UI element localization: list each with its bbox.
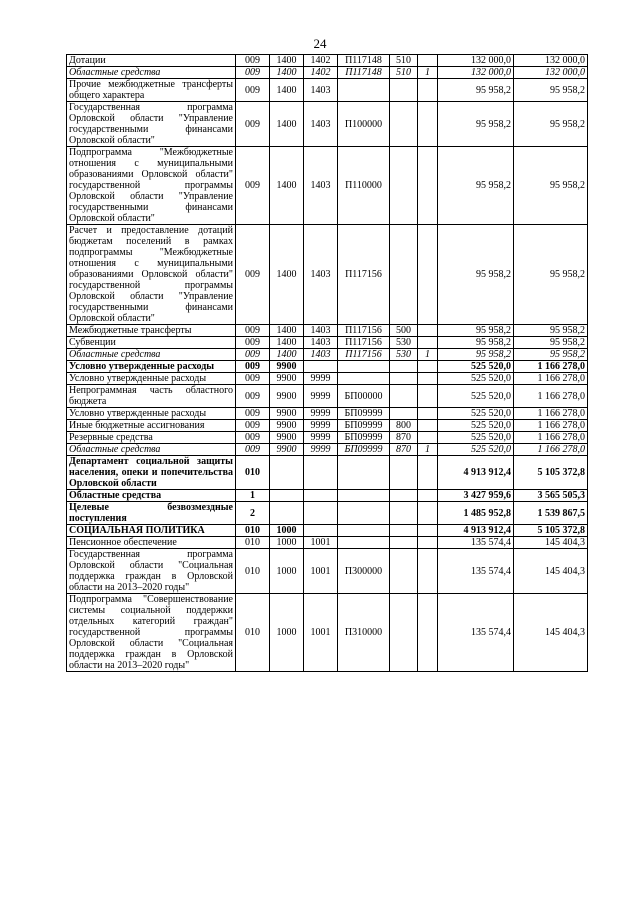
row-name: Пенсионное обеспечение [67, 537, 236, 549]
section-code: 9900 [270, 361, 304, 373]
funding-source: 1 [418, 67, 438, 79]
table-row [67, 456, 588, 490]
section-code [270, 456, 304, 490]
row-name: Непрограммная часть областного бюджета [67, 385, 236, 408]
row-name: Областные средства [67, 444, 236, 456]
amount-year-2: 145 404,3 [514, 537, 588, 549]
funding-source [418, 325, 438, 337]
table-row [67, 102, 588, 147]
row-name: Условно утвержденные расходы [67, 408, 236, 420]
table-row [67, 420, 588, 432]
target-article: П117156 [338, 325, 390, 337]
expense-type: 870 [390, 444, 418, 456]
subsection-code: 1402 [304, 67, 338, 79]
table-row [67, 325, 588, 337]
amount-year-2: 145 404,3 [514, 549, 588, 594]
expense-type [390, 537, 418, 549]
expense-type [390, 525, 418, 537]
target-article: БП00000 [338, 385, 390, 408]
row-name: Областные средства [67, 349, 236, 361]
expense-type: 800 [390, 420, 418, 432]
funding-source [418, 225, 438, 325]
amount-year-1: 525 520,0 [438, 432, 514, 444]
section-code: 1000 [270, 525, 304, 537]
funding-source [418, 549, 438, 594]
row-name: Межбюджетные трансферты [67, 325, 236, 337]
subsection-code: 9999 [304, 385, 338, 408]
expense-type [390, 147, 418, 225]
subsection-code [304, 525, 338, 537]
ved-code: 010 [236, 594, 270, 672]
target-article [338, 456, 390, 490]
ved-code: 009 [236, 373, 270, 385]
section-code: 9900 [270, 432, 304, 444]
amount-year-1: 95 958,2 [438, 102, 514, 147]
ved-code: 010 [236, 525, 270, 537]
amount-year-2: 1 539 867,5 [514, 502, 588, 525]
amount-year-1: 95 958,2 [438, 349, 514, 361]
expense-type [390, 502, 418, 525]
amount-year-1: 95 958,2 [438, 147, 514, 225]
row-name: Областные средства [67, 67, 236, 79]
table-row [67, 67, 588, 79]
subsection-code: 9999 [304, 420, 338, 432]
funding-source [418, 420, 438, 432]
target-article: П117148 [338, 55, 390, 67]
amount-year-2: 95 958,2 [514, 225, 588, 325]
target-article: П110000 [338, 147, 390, 225]
expense-type [390, 490, 418, 502]
expense-type: 500 [390, 325, 418, 337]
subsection-code: 1403 [304, 337, 338, 349]
table-row [67, 432, 588, 444]
target-article: БП09999 [338, 444, 390, 456]
ved-code: 009 [236, 55, 270, 67]
expense-type [390, 594, 418, 672]
subsection-code [304, 361, 338, 373]
funding-source [418, 361, 438, 373]
expense-type [390, 102, 418, 147]
ved-code: 009 [236, 408, 270, 420]
amount-year-2: 95 958,2 [514, 337, 588, 349]
amount-year-2: 1 166 278,0 [514, 444, 588, 456]
amount-year-2: 5 105 372,8 [514, 456, 588, 490]
amount-year-1: 4 913 912,4 [438, 525, 514, 537]
row-name: Условно утвержденные расходы [67, 361, 236, 373]
table-row [67, 147, 588, 225]
subsection-code: 9999 [304, 432, 338, 444]
ved-code: 009 [236, 67, 270, 79]
ved-code: 009 [236, 349, 270, 361]
ved-code: 010 [236, 537, 270, 549]
section-code: 9900 [270, 420, 304, 432]
expense-type [390, 225, 418, 325]
subsection-code [304, 490, 338, 502]
amount-year-1: 525 520,0 [438, 420, 514, 432]
ved-code: 009 [236, 79, 270, 102]
table-row [67, 502, 588, 525]
ved-code: 009 [236, 225, 270, 325]
target-article: БП09999 [338, 408, 390, 420]
target-article [338, 361, 390, 373]
expense-type: 510 [390, 55, 418, 67]
subsection-code: 1403 [304, 325, 338, 337]
row-name: Департамент социальной защиты населения, опеки и попечительства Орловской области [67, 456, 236, 490]
expense-type [390, 79, 418, 102]
ved-code: 2 [236, 502, 270, 525]
subsection-code: 9999 [304, 373, 338, 385]
amount-year-1: 132 000,0 [438, 67, 514, 79]
amount-year-2: 95 958,2 [514, 147, 588, 225]
amount-year-2: 1 166 278,0 [514, 432, 588, 444]
table-row [67, 444, 588, 456]
row-name: Расчет и предоставление дотаций бюджетам поселений в рамках подпрограммы "Межбюджетные отношения с муниципальными образованиями Орловской области" государственной программы Орловской области "Управление государственными финансами Орловской области" [67, 225, 236, 325]
ved-code: 009 [236, 432, 270, 444]
section-code [270, 502, 304, 525]
amount-year-2: 1 166 278,0 [514, 361, 588, 373]
table-row [67, 361, 588, 373]
target-article: П117156 [338, 225, 390, 325]
row-name: Иные бюджетные ассигнования [67, 420, 236, 432]
row-name: СОЦИАЛЬНАЯ ПОЛИТИКА [67, 525, 236, 537]
amount-year-1: 4 913 912,4 [438, 456, 514, 490]
ved-code: 010 [236, 456, 270, 490]
section-code: 1400 [270, 147, 304, 225]
page-number: 24 [313, 36, 327, 51]
table-row [67, 408, 588, 420]
subsection-code: 1403 [304, 349, 338, 361]
ved-code: 010 [236, 549, 270, 594]
row-name: Подпрограмма "Совершенствование системы социальной поддержки отдельных категорий граждан" государственной программы Орловской области "Социальная поддержка граждан в Орловской области на 2013–2020 годы" [67, 594, 236, 672]
section-code: 9900 [270, 444, 304, 456]
table-row [67, 337, 588, 349]
expense-type [390, 549, 418, 594]
funding-source [418, 337, 438, 349]
row-name: Целевые безвозмездные поступления [67, 502, 236, 525]
amount-year-1: 525 520,0 [438, 385, 514, 408]
amount-year-2: 95 958,2 [514, 349, 588, 361]
subsection-code: 9999 [304, 444, 338, 456]
funding-source [418, 594, 438, 672]
ved-code: 009 [236, 361, 270, 373]
row-name: Субвенции [67, 337, 236, 349]
subsection-code: 1403 [304, 147, 338, 225]
funding-source [418, 490, 438, 502]
funding-source [418, 373, 438, 385]
amount-year-2: 3 565 505,3 [514, 490, 588, 502]
section-code: 9900 [270, 408, 304, 420]
subsection-code: 1402 [304, 55, 338, 67]
section-code: 1000 [270, 537, 304, 549]
target-article [338, 79, 390, 102]
section-code: 1400 [270, 67, 304, 79]
amount-year-1: 135 574,4 [438, 594, 514, 672]
target-article: П117148 [338, 67, 390, 79]
row-name: Государственная программа Орловской области "Управление государственными финансами Орловской области" [67, 102, 236, 147]
amount-year-1: 525 520,0 [438, 373, 514, 385]
amount-year-1: 135 574,4 [438, 549, 514, 594]
budget-table [66, 54, 588, 672]
section-code: 1400 [270, 337, 304, 349]
ved-code: 009 [236, 420, 270, 432]
target-article: П117156 [338, 349, 390, 361]
table-row [67, 490, 588, 502]
amount-year-2: 132 000,0 [514, 55, 588, 67]
section-code: 1400 [270, 102, 304, 147]
subsection-code: 1001 [304, 594, 338, 672]
table-row [67, 537, 588, 549]
expense-type [390, 361, 418, 373]
target-article: БП09999 [338, 420, 390, 432]
amount-year-2: 1 166 278,0 [514, 385, 588, 408]
section-code: 9900 [270, 373, 304, 385]
row-name: Прочие межбюджетные трансферты общего характера [67, 79, 236, 102]
row-name: Областные средства [67, 490, 236, 502]
target-article [338, 525, 390, 537]
row-name: Подпрограмма "Межбюджетные отношения с муниципальными образованиями Орловской области" государственной программы Орловской области "Управление государственными финансами Орловской области" [67, 147, 236, 225]
expense-type [390, 385, 418, 408]
table-row [67, 373, 588, 385]
funding-source [418, 502, 438, 525]
amount-year-2: 1 166 278,0 [514, 408, 588, 420]
ved-code: 009 [236, 102, 270, 147]
table-row [67, 549, 588, 594]
subsection-code: 1403 [304, 225, 338, 325]
subsection-code [304, 502, 338, 525]
amount-year-2: 132 000,0 [514, 67, 588, 79]
funding-source [418, 408, 438, 420]
target-article [338, 373, 390, 385]
amount-year-2: 95 958,2 [514, 79, 588, 102]
ved-code: 009 [236, 147, 270, 225]
expense-type [390, 408, 418, 420]
amount-year-2: 95 958,2 [514, 102, 588, 147]
table-row [67, 594, 588, 672]
funding-source [418, 79, 438, 102]
amount-year-2: 1 166 278,0 [514, 420, 588, 432]
funding-source [418, 102, 438, 147]
section-code: 1400 [270, 55, 304, 67]
target-article: П117156 [338, 337, 390, 349]
section-code: 1400 [270, 225, 304, 325]
expense-type: 530 [390, 349, 418, 361]
amount-year-1: 95 958,2 [438, 225, 514, 325]
ved-code: 009 [236, 444, 270, 456]
section-code: 1400 [270, 325, 304, 337]
funding-source [418, 432, 438, 444]
funding-source [418, 537, 438, 549]
subsection-code: 9999 [304, 408, 338, 420]
amount-year-1: 525 520,0 [438, 408, 514, 420]
section-code: 9900 [270, 385, 304, 408]
amount-year-1: 135 574,4 [438, 537, 514, 549]
funding-source [418, 456, 438, 490]
table-row [67, 55, 588, 67]
section-code [270, 490, 304, 502]
amount-year-1: 525 520,0 [438, 444, 514, 456]
target-article: П100000 [338, 102, 390, 147]
target-article [338, 502, 390, 525]
target-article [338, 490, 390, 502]
subsection-code: 1001 [304, 537, 338, 549]
amount-year-2: 95 958,2 [514, 325, 588, 337]
subsection-code: 1001 [304, 549, 338, 594]
table-row [67, 79, 588, 102]
expense-type [390, 456, 418, 490]
amount-year-2: 1 166 278,0 [514, 373, 588, 385]
target-article: П310000 [338, 594, 390, 672]
section-code: 1400 [270, 349, 304, 361]
section-code: 1000 [270, 549, 304, 594]
amount-year-1: 3 427 959,6 [438, 490, 514, 502]
subsection-code: 1403 [304, 102, 338, 147]
amount-year-1: 132 000,0 [438, 55, 514, 67]
amount-year-1: 95 958,2 [438, 325, 514, 337]
row-name: Резервные средства [67, 432, 236, 444]
subsection-code: 1403 [304, 79, 338, 102]
expense-type: 870 [390, 432, 418, 444]
target-article: П300000 [338, 549, 390, 594]
table-row [67, 225, 588, 325]
amount-year-1: 95 958,2 [438, 79, 514, 102]
row-name: Дотации [67, 55, 236, 67]
amount-year-2: 5 105 372,8 [514, 525, 588, 537]
subsection-code [304, 456, 338, 490]
funding-source: 1 [418, 444, 438, 456]
ved-code: 009 [236, 385, 270, 408]
amount-year-1: 95 958,2 [438, 337, 514, 349]
expense-type: 530 [390, 337, 418, 349]
amount-year-1: 525 520,0 [438, 361, 514, 373]
funding-source: 1 [418, 349, 438, 361]
funding-source [418, 525, 438, 537]
target-article [338, 537, 390, 549]
table-row [67, 385, 588, 408]
amount-year-1: 1 485 952,8 [438, 502, 514, 525]
ved-code: 1 [236, 490, 270, 502]
expense-type [390, 373, 418, 385]
funding-source [418, 147, 438, 225]
row-name: Государственная программа Орловской области "Социальная поддержка граждан в Орловской области на 2013–2020 годы" [67, 549, 236, 594]
table-row [67, 349, 588, 361]
target-article: БП09999 [338, 432, 390, 444]
ved-code: 009 [236, 337, 270, 349]
funding-source [418, 385, 438, 408]
ved-code: 009 [236, 325, 270, 337]
table-row [67, 525, 588, 537]
funding-source [418, 55, 438, 67]
row-name: Условно утвержденные расходы [67, 373, 236, 385]
expense-type: 510 [390, 67, 418, 79]
section-code: 1000 [270, 594, 304, 672]
section-code: 1400 [270, 79, 304, 102]
amount-year-2: 145 404,3 [514, 594, 588, 672]
